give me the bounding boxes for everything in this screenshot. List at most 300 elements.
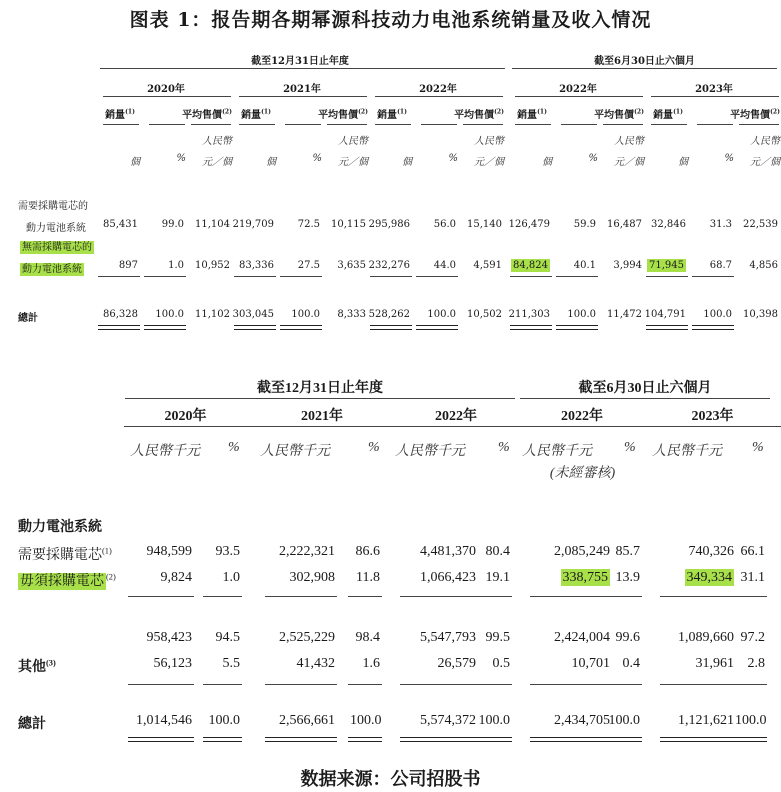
year-header: 2021年 bbox=[301, 409, 343, 424]
cell-value: 11.8 bbox=[356, 570, 380, 585]
table-cell bbox=[390, 544, 476, 560]
table-cell bbox=[118, 570, 192, 586]
cell-value: 97.2 bbox=[740, 630, 765, 645]
cell-value: 2,085,249 bbox=[554, 544, 610, 559]
cell-value: 11,472 bbox=[607, 309, 642, 320]
table-cell bbox=[118, 713, 192, 729]
table-cell bbox=[688, 260, 732, 271]
rule-line bbox=[400, 737, 478, 742]
table-cell bbox=[594, 219, 642, 230]
rule-line bbox=[265, 596, 337, 597]
cell-value: 1,014,546 bbox=[136, 713, 192, 728]
unit-rmb-thousand: 人民幣千元 bbox=[652, 444, 722, 459]
table-cell bbox=[255, 630, 335, 646]
table-cell bbox=[475, 570, 510, 586]
cell-value: 100.0 bbox=[291, 309, 320, 320]
cell-value: 85,431 bbox=[103, 219, 138, 230]
footnote-marker: (1) bbox=[102, 546, 112, 556]
rule-line bbox=[651, 124, 687, 125]
cell-value: 5,547,793 bbox=[420, 630, 476, 645]
rule-line bbox=[375, 96, 503, 97]
rule-line bbox=[370, 276, 412, 277]
table-cell bbox=[94, 219, 138, 230]
cell-value: 8,333 bbox=[337, 309, 366, 320]
rule-line bbox=[603, 596, 642, 597]
cell-value: 232,276 bbox=[368, 260, 410, 271]
rule-line bbox=[603, 737, 642, 742]
rule-line bbox=[144, 276, 186, 277]
rule-line bbox=[515, 96, 643, 97]
rule-line bbox=[285, 124, 321, 125]
cell-value: 80.4 bbox=[485, 544, 510, 559]
rule-line bbox=[646, 325, 688, 330]
table-cell bbox=[390, 713, 476, 729]
unit-rmb-thousand: 人民幣千元 bbox=[395, 444, 465, 459]
cell-value: 338,755 bbox=[562, 570, 608, 585]
footnote-marker: (2) bbox=[106, 572, 116, 582]
cell-value: 41,432 bbox=[296, 656, 335, 671]
cell-value: 104,791 bbox=[644, 309, 686, 320]
row-label-text: 需要採購電芯 bbox=[18, 548, 102, 563]
footnote-marker: (1) bbox=[537, 108, 547, 116]
year-header: 2020年 bbox=[164, 409, 207, 424]
col-header-sales-label: 銷量 bbox=[105, 110, 126, 121]
cell-value: 2,222,321 bbox=[279, 544, 335, 559]
unit-pieces: 個 bbox=[130, 157, 140, 168]
rule-line bbox=[520, 426, 656, 427]
cell-value: 349,334 bbox=[686, 570, 732, 585]
table-cell bbox=[475, 656, 510, 672]
cell-value: 10,952 bbox=[195, 260, 230, 271]
table-cell bbox=[255, 570, 335, 586]
col-header-avg-price-label: 平均售價 bbox=[454, 110, 495, 121]
table-cell bbox=[205, 544, 240, 560]
table-cell bbox=[552, 260, 596, 271]
footnote-marker: (1) bbox=[261, 108, 271, 116]
rule-line bbox=[258, 426, 398, 427]
cell-value: 897 bbox=[118, 260, 138, 271]
unit-rmb: 人民幣 bbox=[750, 136, 780, 147]
table-cell bbox=[366, 219, 410, 230]
row-label-text: 無需採購電芯的 bbox=[22, 242, 92, 253]
rule-line bbox=[660, 596, 736, 597]
rule-line bbox=[191, 124, 231, 125]
cell-value: 31.1 bbox=[740, 570, 765, 585]
unit-percent: % bbox=[448, 153, 458, 164]
cell-value: 1,121,621 bbox=[678, 713, 734, 728]
rule-line bbox=[375, 124, 411, 125]
year-header: 2022年 bbox=[435, 409, 477, 424]
cell-value: 26,579 bbox=[437, 656, 476, 671]
rule-line bbox=[348, 737, 382, 742]
unit-percent: % bbox=[498, 440, 510, 455]
cell-value: 59.9 bbox=[573, 219, 596, 230]
unit-rmb-per-piece: 元／個 bbox=[338, 157, 368, 168]
unit-pieces: 個 bbox=[266, 157, 276, 168]
rule-line bbox=[327, 124, 367, 125]
rule-line bbox=[234, 325, 276, 330]
table-cell bbox=[205, 630, 240, 646]
footnote-marker: (3) bbox=[46, 658, 56, 668]
rule-line bbox=[421, 124, 457, 125]
table-cell bbox=[412, 219, 456, 230]
rule-line bbox=[515, 124, 551, 125]
table-cell bbox=[412, 260, 456, 271]
cell-value: 19.1 bbox=[485, 570, 510, 585]
rule-line bbox=[556, 325, 598, 330]
rule-line bbox=[603, 684, 642, 685]
rule-line bbox=[370, 325, 412, 330]
table-cell bbox=[735, 544, 765, 560]
table-cell bbox=[552, 309, 596, 320]
footnote-marker: (2) bbox=[222, 108, 232, 116]
group-header-six-months-2: 截至6月30日止六個月 bbox=[578, 381, 712, 396]
rule-line bbox=[697, 124, 733, 125]
cell-value: 71,945 bbox=[649, 260, 684, 271]
data-source: 数据来源：公司招股书 bbox=[300, 769, 481, 790]
cell-value: 302,908 bbox=[289, 570, 335, 585]
rule-line bbox=[124, 426, 259, 427]
row-label bbox=[20, 238, 94, 253]
table-cell bbox=[412, 309, 456, 320]
table-cell bbox=[605, 570, 640, 586]
table-cell bbox=[230, 309, 274, 320]
rule-line bbox=[561, 124, 597, 125]
unit-rmb-per-piece: 元／個 bbox=[750, 157, 780, 168]
group-header-six-months: 截至6月30日止六個月 bbox=[594, 56, 695, 67]
rule-line bbox=[556, 276, 598, 277]
table-cell bbox=[140, 219, 184, 230]
unit-percent: % bbox=[752, 440, 764, 455]
table-cell bbox=[594, 260, 642, 271]
cell-value: 44.0 bbox=[433, 260, 456, 271]
rule-line bbox=[203, 684, 242, 685]
table-cell bbox=[140, 309, 184, 320]
cell-value: 2,424,004 bbox=[554, 630, 610, 645]
table-cell bbox=[506, 219, 550, 230]
table-cell bbox=[276, 219, 320, 230]
footnote-marker: (2) bbox=[770, 108, 780, 116]
rule-line bbox=[510, 276, 552, 277]
cell-value: 68.7 bbox=[709, 260, 732, 271]
cell-value: 56.0 bbox=[433, 219, 456, 230]
rule-line bbox=[733, 684, 767, 685]
cell-value: 3,994 bbox=[613, 260, 642, 271]
unit-percent: % bbox=[312, 153, 322, 164]
cell-value: 11,102 bbox=[195, 309, 230, 320]
cell-value: 86,328 bbox=[103, 309, 138, 320]
table-cell bbox=[205, 656, 240, 672]
col-header-avg-price bbox=[452, 106, 506, 121]
table-cell bbox=[605, 630, 640, 646]
unit-percent: % bbox=[368, 440, 380, 455]
table-cell bbox=[688, 219, 732, 230]
cell-value: 10,115 bbox=[331, 219, 366, 230]
col-header-avg-price-label: 平均售價 bbox=[594, 110, 635, 121]
table-cell bbox=[642, 260, 686, 271]
rule-line bbox=[733, 737, 767, 742]
rule-line bbox=[128, 737, 194, 742]
unit-rmb: 人民幣 bbox=[338, 136, 368, 147]
col-header-sales bbox=[100, 106, 140, 121]
cell-value: 10,502 bbox=[467, 309, 502, 320]
table-cell bbox=[520, 570, 610, 586]
table-cell bbox=[730, 219, 778, 230]
rule-line bbox=[128, 596, 194, 597]
footnote-marker: (2) bbox=[634, 108, 644, 116]
table-cell bbox=[520, 544, 610, 560]
row-label bbox=[18, 544, 112, 564]
cell-value: 15,140 bbox=[467, 219, 502, 230]
cell-value: 100.0 bbox=[478, 713, 510, 728]
cell-value: 100.0 bbox=[350, 713, 382, 728]
table-cell bbox=[735, 713, 765, 729]
rule-line bbox=[651, 96, 779, 97]
footnote-marker: (2) bbox=[494, 108, 504, 116]
table-cell bbox=[182, 260, 230, 271]
table-cell bbox=[735, 570, 765, 586]
table-cell bbox=[350, 713, 380, 729]
table-cell bbox=[366, 309, 410, 320]
footnote-marker: (1) bbox=[125, 108, 135, 116]
table-cell bbox=[350, 544, 380, 560]
row-label-total bbox=[18, 713, 46, 733]
row-label-total bbox=[18, 309, 38, 324]
cell-value: 2,434,705 bbox=[554, 713, 610, 728]
cell-value: 85.7 bbox=[615, 544, 640, 559]
cell-value: 100.0 bbox=[208, 713, 240, 728]
rule-line bbox=[739, 124, 779, 125]
rule-line bbox=[239, 96, 367, 97]
table-cell bbox=[255, 713, 335, 729]
table-cell bbox=[730, 309, 778, 320]
rule-line bbox=[103, 96, 231, 97]
cell-value: 100.0 bbox=[735, 713, 767, 728]
table-cell bbox=[605, 544, 640, 560]
rule-line bbox=[530, 684, 612, 685]
table-cell bbox=[276, 260, 320, 271]
rule-line bbox=[392, 426, 532, 427]
cell-value: 98.4 bbox=[355, 630, 380, 645]
unit-percent: % bbox=[624, 440, 636, 455]
cell-value: 5,574,372 bbox=[420, 713, 476, 728]
table-cell bbox=[642, 219, 686, 230]
rule-line bbox=[265, 684, 337, 685]
table-cell bbox=[454, 309, 502, 320]
unaudited-note: (未經審核) bbox=[549, 466, 616, 481]
rule-line bbox=[473, 737, 512, 742]
cell-value: 56,123 bbox=[153, 656, 192, 671]
cell-value: 2.8 bbox=[747, 656, 765, 671]
col-header-avg-price-label: 平均售價 bbox=[182, 110, 223, 121]
rule-line bbox=[416, 325, 458, 330]
unit-pieces: 個 bbox=[402, 157, 412, 168]
rule-line bbox=[651, 426, 781, 427]
row-label-line2 bbox=[26, 219, 86, 234]
cell-value: 4,856 bbox=[749, 260, 778, 271]
table-cell bbox=[255, 656, 335, 672]
col-header-sales bbox=[648, 106, 688, 121]
table-cell bbox=[520, 656, 610, 672]
table-cell bbox=[506, 260, 550, 271]
table-cell bbox=[605, 656, 640, 672]
col-header-avg-price-label: 平均售價 bbox=[730, 110, 771, 121]
table-cell bbox=[454, 260, 502, 271]
cell-value: 83,336 bbox=[239, 260, 274, 271]
cell-value: 100.0 bbox=[155, 309, 184, 320]
rule-line bbox=[348, 684, 382, 685]
col-header-sales bbox=[512, 106, 552, 121]
table-cell bbox=[255, 544, 335, 560]
unit-percent: % bbox=[176, 153, 186, 164]
col-header-sales-label: 銷量 bbox=[241, 110, 262, 121]
unit-rmb-per-piece: 元／個 bbox=[474, 157, 504, 168]
cell-value: 86.6 bbox=[355, 544, 380, 559]
cell-value: 16,487 bbox=[607, 219, 642, 230]
table-cell bbox=[650, 570, 734, 586]
cell-value: 295,986 bbox=[368, 219, 410, 230]
unit-rmb: 人民幣 bbox=[202, 136, 232, 147]
table-cell bbox=[350, 570, 380, 586]
col-header-avg-price bbox=[316, 106, 370, 121]
cell-value: 99.0 bbox=[161, 219, 184, 230]
cell-value: 99.6 bbox=[615, 630, 640, 645]
table-cell bbox=[520, 630, 610, 646]
table-cell bbox=[390, 630, 476, 646]
year-header: 2022年 bbox=[559, 84, 597, 95]
year-header: 2023年 bbox=[691, 409, 734, 424]
rule-line bbox=[203, 596, 242, 597]
cell-value: 303,045 bbox=[232, 309, 274, 320]
table-cell bbox=[318, 260, 366, 271]
cell-value: 66.1 bbox=[740, 544, 765, 559]
unit-rmb-thousand: 人民幣千元 bbox=[260, 444, 330, 459]
cell-value: 219,709 bbox=[232, 219, 274, 230]
cell-value: 40.1 bbox=[573, 260, 596, 271]
row-label-text: 動力電池系統 bbox=[22, 264, 82, 275]
cell-value: 10,398 bbox=[743, 309, 778, 320]
cell-value: 0.5 bbox=[492, 656, 510, 671]
cell-value: 13.9 bbox=[615, 570, 640, 585]
cell-value: 22,539 bbox=[743, 219, 778, 230]
rule-line bbox=[98, 276, 140, 277]
cell-value: 4,591 bbox=[473, 260, 502, 271]
unit-pieces: 個 bbox=[542, 157, 552, 168]
unit-percent: % bbox=[724, 153, 734, 164]
cell-value: 5.5 bbox=[222, 656, 240, 671]
table-cell bbox=[390, 656, 476, 672]
table-cell bbox=[350, 656, 380, 672]
year-header: 2022年 bbox=[419, 84, 457, 95]
cell-value: 94.5 bbox=[215, 630, 240, 645]
cell-value: 99.5 bbox=[485, 630, 510, 645]
cell-value: 31.3 bbox=[709, 219, 732, 230]
rule-line bbox=[234, 276, 276, 277]
cell-value: 31,961 bbox=[695, 656, 734, 671]
rule-line bbox=[280, 276, 322, 277]
cell-value: 3,635 bbox=[337, 260, 366, 271]
group-header-fiscal-year-2: 截至12月31日止年度 bbox=[257, 381, 383, 396]
unit-rmb-per-piece: 元／個 bbox=[202, 157, 232, 168]
cell-value: 100.0 bbox=[608, 713, 640, 728]
group-header-fiscal-year: 截至12月31日止年度 bbox=[251, 56, 349, 67]
col-header-sales-label: 銷量 bbox=[653, 110, 674, 121]
rule-line bbox=[400, 684, 478, 685]
table-cell bbox=[366, 260, 410, 271]
table-cell bbox=[140, 260, 184, 271]
cell-value: 740,326 bbox=[688, 544, 734, 559]
row-label-text: 總計 bbox=[18, 717, 46, 732]
rule-line bbox=[416, 276, 458, 277]
cell-value: 528,262 bbox=[368, 309, 410, 320]
rule-line bbox=[239, 124, 275, 125]
table-cell bbox=[182, 309, 230, 320]
row-label-text: 其他 bbox=[18, 660, 46, 675]
cell-value: 93.5 bbox=[215, 544, 240, 559]
cell-value: 2,566,661 bbox=[279, 713, 335, 728]
rule-line bbox=[144, 325, 186, 330]
table-cell bbox=[650, 630, 734, 646]
table-cell bbox=[735, 656, 765, 672]
rule-line bbox=[692, 276, 734, 277]
rule-line bbox=[692, 325, 734, 330]
rule-line bbox=[149, 124, 185, 125]
rule-line bbox=[128, 684, 194, 685]
table-cell bbox=[650, 713, 734, 729]
table-cell bbox=[650, 544, 734, 560]
rule-line bbox=[265, 737, 337, 742]
cell-value: 72.5 bbox=[297, 219, 320, 230]
col-header-avg-price-label: 平均售價 bbox=[318, 110, 359, 121]
cell-value: 32,846 bbox=[651, 219, 686, 230]
unit-percent: % bbox=[228, 440, 240, 455]
table-cell bbox=[230, 219, 274, 230]
footnote-marker: (1) bbox=[397, 108, 407, 116]
rule-line bbox=[400, 596, 478, 597]
table-cell bbox=[520, 713, 610, 729]
cell-value: 958,423 bbox=[146, 630, 192, 645]
rule-line bbox=[530, 596, 612, 597]
cell-value: 100.0 bbox=[703, 309, 732, 320]
row-label bbox=[18, 570, 116, 590]
table-cell bbox=[276, 309, 320, 320]
col-header-avg-price bbox=[592, 106, 646, 121]
rule-line bbox=[473, 596, 512, 597]
unit-rmb-thousand: 人民幣千元 bbox=[522, 444, 592, 459]
unit-percent: % bbox=[588, 153, 598, 164]
year-header: 2021年 bbox=[283, 84, 321, 95]
table-cell bbox=[318, 309, 366, 320]
cell-value: 126,479 bbox=[508, 219, 550, 230]
table-cell bbox=[182, 219, 230, 230]
table-cell bbox=[454, 219, 502, 230]
cell-value: 84,824 bbox=[513, 260, 548, 271]
table-cell bbox=[730, 260, 778, 271]
table-cell bbox=[118, 630, 192, 646]
table-cell bbox=[94, 309, 138, 320]
rule-line bbox=[463, 124, 503, 125]
cell-value: 1.0 bbox=[168, 260, 184, 271]
year-header: 2020年 bbox=[147, 84, 185, 95]
table-cell bbox=[688, 309, 732, 320]
unit-rmb-thousand: 人民幣千元 bbox=[130, 444, 200, 459]
row-label-text: 需要採購電芯的 bbox=[18, 201, 88, 212]
cell-value: 1,089,660 bbox=[678, 630, 734, 645]
footnote-marker: (1) bbox=[673, 108, 683, 116]
footnote-marker: (2) bbox=[358, 108, 368, 116]
table-cell bbox=[605, 713, 640, 729]
rule-line bbox=[603, 124, 643, 125]
